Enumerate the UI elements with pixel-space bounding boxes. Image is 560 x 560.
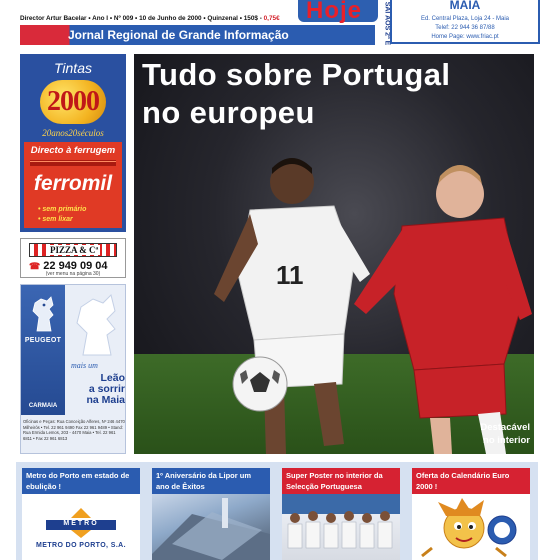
issue-info-line: Director Artur Bacelar • Ano I • Nº 009 • 10 de Junho de 2000 • Quinzenal • 150$ - 0,75€ [20,15,280,22]
side-vertical-text: SAI AOS 2ª E [383,1,391,46]
peugeot-address: Oficinas e Peças: Rua Conceição Alferes, Nº 246 4470 Milheirós • Tel. 22 961 9490 Fax 22 961 9489 • Stand: Rua Ermida Lemos, 203 - 4470 Maia • Tel. 22 961 6811 • Fax 22 961 6813 [23,419,125,441]
calendar-mascot [412,494,530,560]
teaser-lipor[interactable] [152,468,270,560]
newspaper-logo[interactable] [298,0,378,22]
tintas-years: 20anos20séculos [42,128,104,138]
metro-company-name: METRO DO PORTO, S.A. [36,542,126,549]
peugeot-lion-icon [27,295,59,333]
svg-text:11: 11 [276,260,304,290]
hero-photo[interactable] [134,54,534,454]
ferromil-brush-icon [30,157,116,169]
teaser-label: Super Poster no interior da Selecção Portuguesa [282,468,400,494]
slogan-line-3: na Maia [86,394,125,406]
peugeot-slogan [69,373,125,406]
teaser-calendar[interactable] [412,468,530,560]
price-escudos: 150$ [243,15,258,22]
phone-icon: ☎ [29,261,41,271]
issue-frequency: Quinzenal [207,15,238,22]
tagline-bar [20,25,375,45]
slogan-line-1: Leão [100,372,125,384]
side-vertical-strip [379,0,389,48]
tintas-brand: Tintas [53,60,92,76]
caption-line-1: Destacável [480,422,530,433]
ferromil-feature-1: • sem primário [38,206,87,213]
peugeot-panel [21,285,65,415]
team-players-icon [282,494,400,560]
ferromil-feature-2: • sem lixar [38,216,73,223]
headline-line-1: Tudo sobre Portugal [142,57,451,92]
ad-tintas-2000[interactable] [20,54,126,232]
price-euro: 0,75€ [263,15,280,22]
lipor-building-icon [152,494,270,560]
hero-headline[interactable] [142,56,450,132]
peugeot-lion-watermark-icon [69,293,123,359]
issue-number: Ano I • Nº 009 [92,15,134,22]
maia-title: MAIA [449,0,481,12]
teaser-label: 1º Aniversário da Lipor um ano de Êxitos [152,468,270,494]
headline-line-2: no europeu [142,95,315,130]
teaser-metro[interactable] [22,468,140,560]
ferromil-panel [24,142,122,228]
carmaia-dealer: CARMAIA [28,403,58,409]
ad-peugeot-carmaia[interactable] [20,284,126,454]
maia-address: Ed. Central Plaza, Loja 24 - Maia [420,16,510,22]
team-photo [282,494,400,560]
maia-phone: Telef: 22 944 36 87/88 [435,25,495,31]
tagline-text: Jornal Regional de Grande Informação [68,28,289,42]
maia-store-box[interactable] [390,0,540,44]
peugeot-slogan-small: mais um [71,361,98,370]
caption-line-2: no interior [483,435,530,446]
teaser-label: Metro do Porto em estado de ebulição ! [22,468,140,494]
hero-caption [480,421,530,447]
pizza-phone-number: 22 949 09 04 [43,260,108,272]
football-ball-icon [230,354,290,414]
peugeot-brand: PEUGEOT [24,337,62,344]
ferromil-brand: ferromil [33,172,113,195]
pizza-menu-note: (ver menu na página 30) [45,271,101,277]
logo-word: Hoje [306,0,363,24]
lipor-photo [152,494,270,560]
slogan-line-2: a sorrir [88,383,125,395]
euro2000-mascot-icon [412,494,530,560]
tintas-2000-badge [40,80,106,124]
player-red-kit-icon [354,114,534,454]
maia-homepage[interactable]: Home Page: www.friac.pt [431,34,499,40]
pizza-sign-text: PIZZA & Cª [50,245,99,255]
issue-date: 10 de Junho de 2000 [139,15,202,22]
ferromil-directo: Directo à ferrugem [30,145,116,156]
teaser-label: Oferta do Calendário Euro 2000 ! [412,468,530,494]
teaser-poster[interactable] [282,468,400,560]
metro-logo-word: METRO [63,520,99,527]
director-name: Director Artur Bacelar [20,15,87,22]
ad-pizza[interactable] [20,238,126,278]
tintas-badge-number: 2000 [47,86,99,117]
pizza-sign [29,243,117,257]
